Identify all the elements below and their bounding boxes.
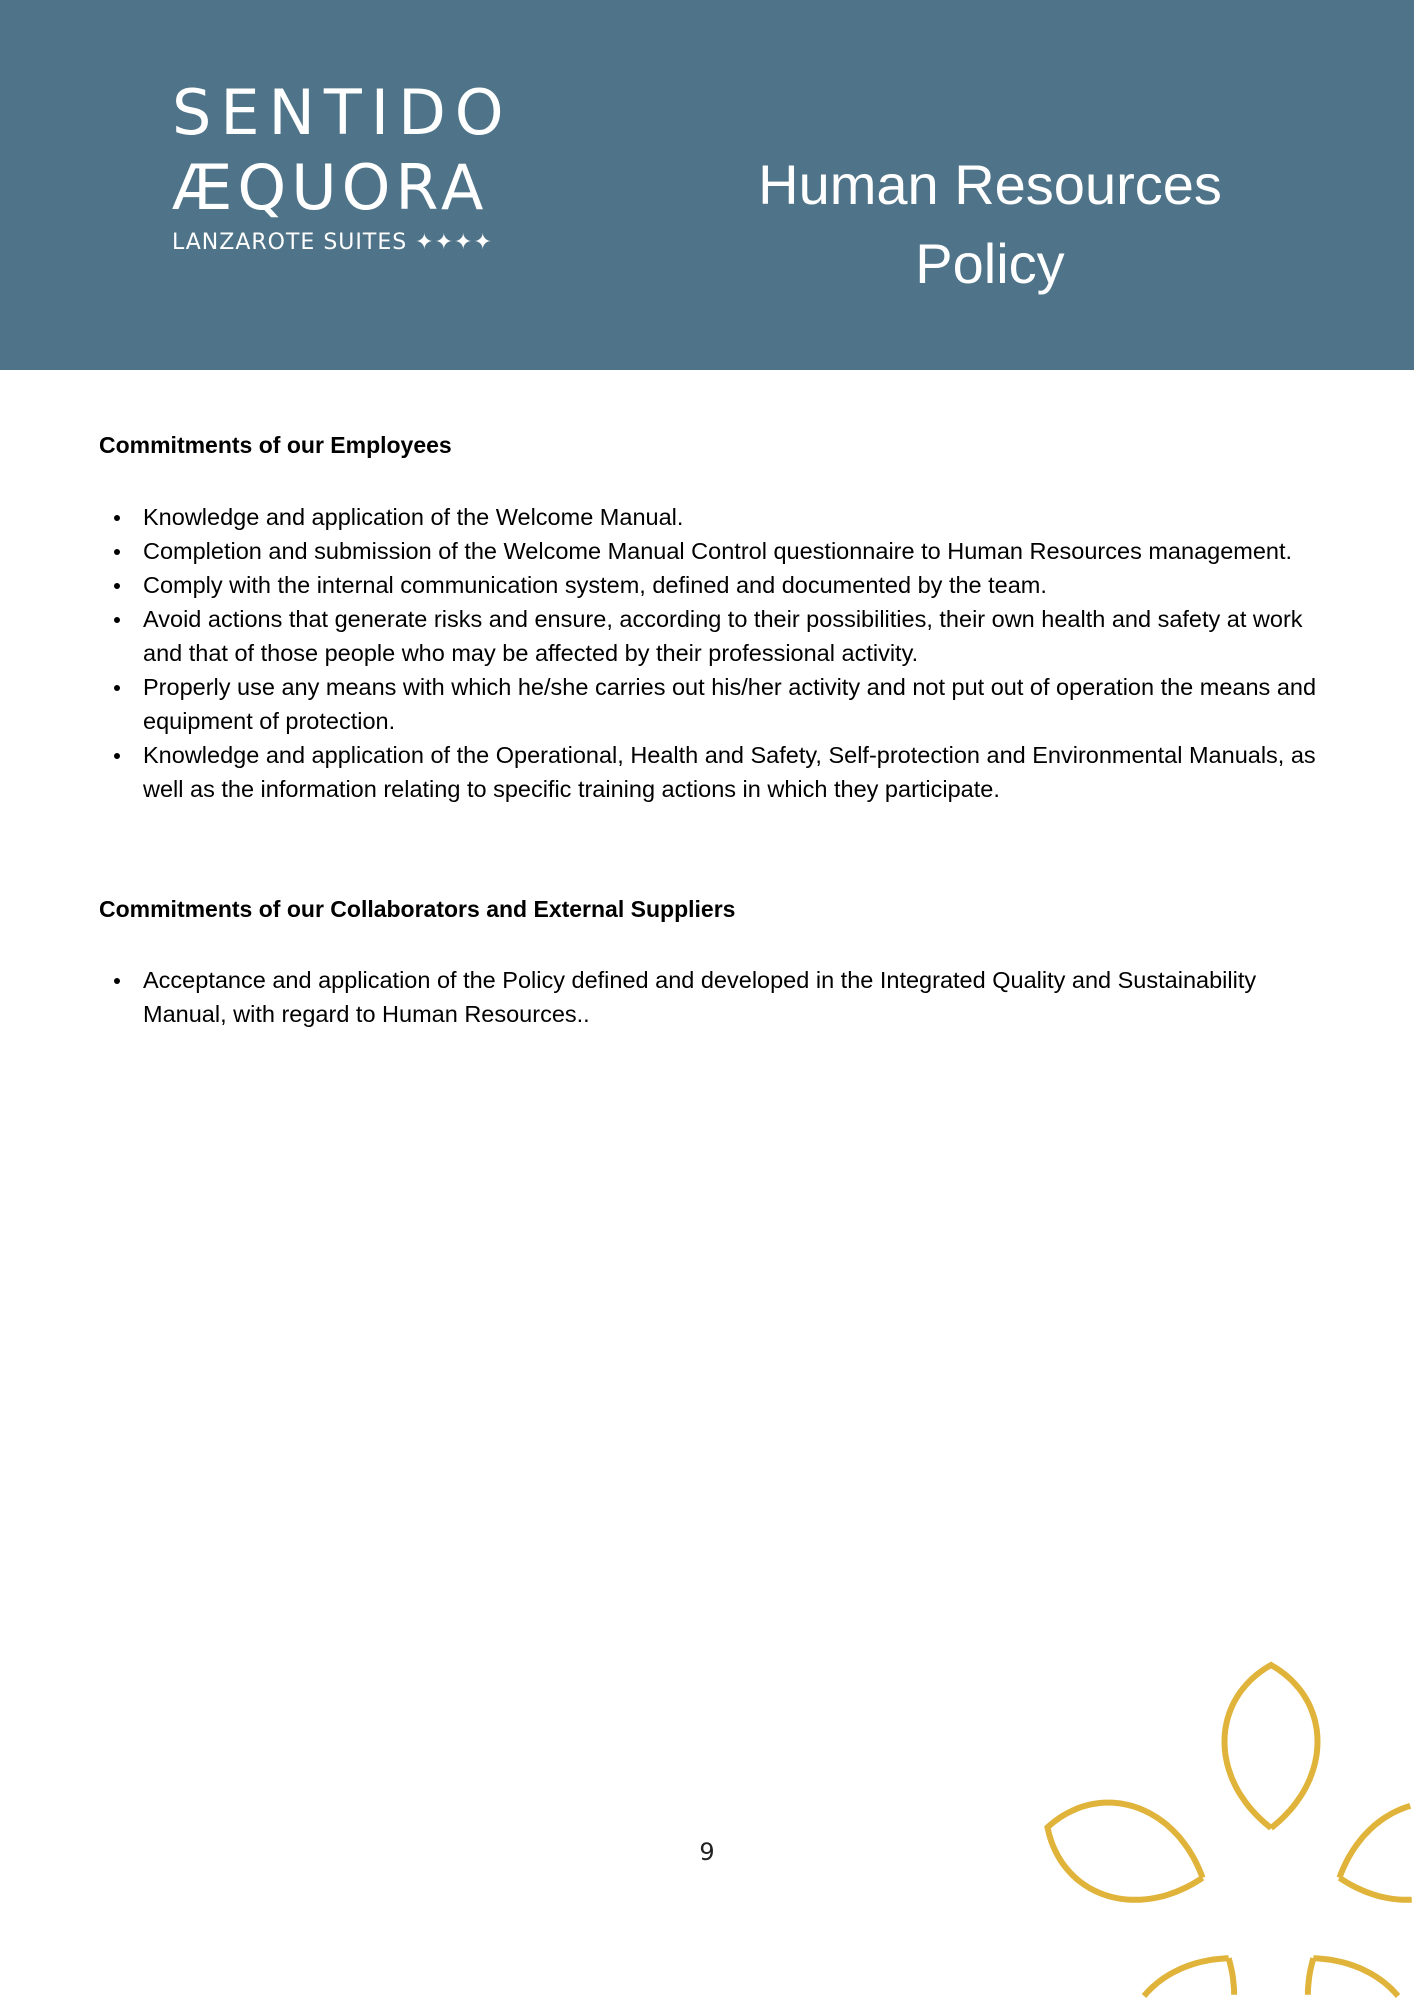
flower-petal: [1144, 1958, 1234, 1996]
page-number: 9: [699, 1838, 715, 1866]
flower-petal: [1308, 1958, 1398, 1996]
list-item: Knowledge and application of the Operational, Health and Safety, Self-protection and Environmental Manuals, as well as the information relating to specific training actions in which they participate.: [99, 738, 1329, 806]
list-item: Knowledge and application of the Welcome Manual.: [99, 500, 1329, 534]
flower-petal: [1048, 1803, 1203, 1900]
logo-line-3: LANZAROTE SUITES ✦✦✦✦: [172, 230, 493, 255]
list-item: Avoid actions that generate risks and ensure, according to their possibilities, their own health and safety at work and that of those people who may be affected by their professional activity.: [99, 602, 1329, 670]
list-item: Acceptance and application of the Policy defined and developed in the Integrated Quality and Sustainability Manual, with regard to Human Resources..: [99, 963, 1329, 1031]
section-heading-employees: Commitments of our Employees: [99, 432, 452, 458]
title-line-2: Policy: [915, 232, 1065, 295]
list-item: Comply with the internal communication system, defined and documented by the team.: [99, 568, 1329, 602]
logo-line-1: SENTIDO: [172, 76, 513, 149]
logo-line-2: ÆQUORA: [172, 151, 489, 224]
list-item: Properly use any means with which he/she carries out his/her activity and not put out of operation the means and equipment of protection.: [99, 670, 1329, 738]
section-heading-suppliers: Commitments of our Collaborators and External Suppliers: [99, 896, 736, 922]
title-line-1: Human Resources: [758, 153, 1222, 216]
flower-petal: [1340, 1806, 1412, 1900]
flower-petal: [1225, 1665, 1318, 1828]
list-item: Completion and submission of the Welcome Manual Control questionnaire to Human Resources management.: [99, 534, 1329, 568]
